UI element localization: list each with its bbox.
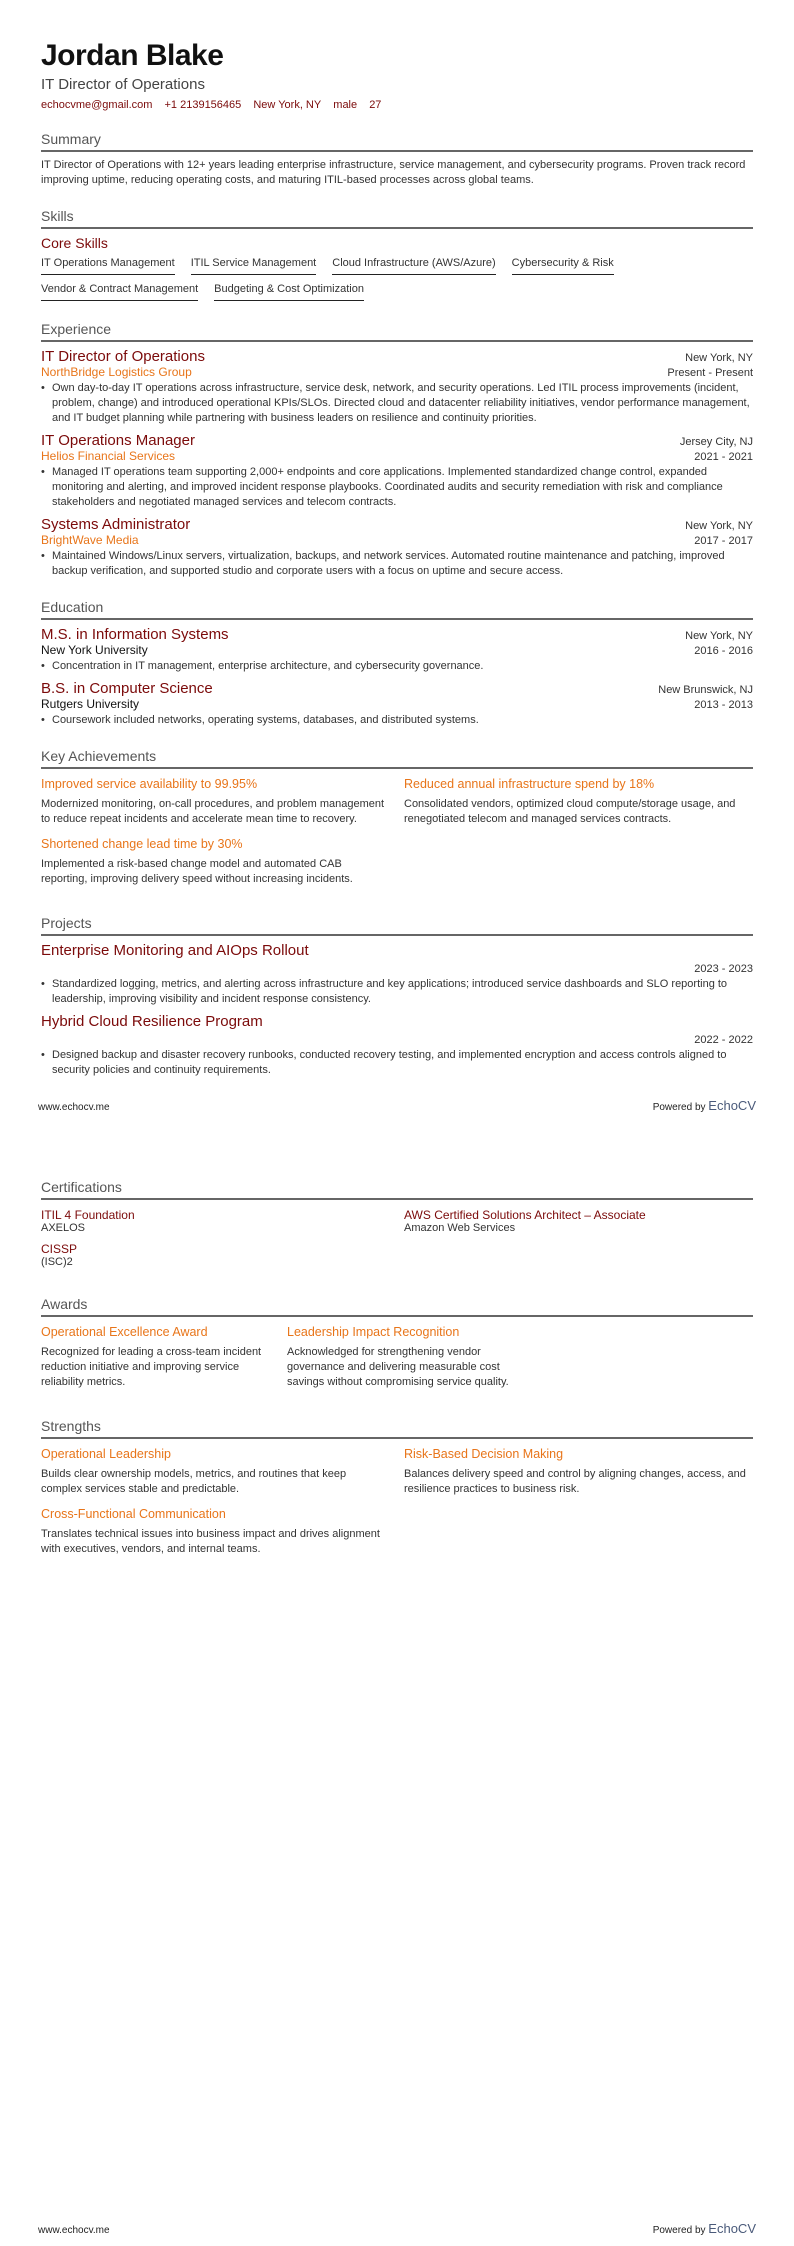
skill-tag: Cloud Infrastructure (AWS/Azure) <box>332 257 495 275</box>
school-name: Rutgers University <box>41 697 140 711</box>
footer-site-link[interactable]: www.echocv.me <box>38 2225 110 2236</box>
section-heading: Certifications <box>41 1179 753 1200</box>
degree: B.S. in Computer Science <box>41 680 213 697</box>
education-dates: 2016 - 2016 <box>694 645 753 657</box>
job-bullet: • Own day-to-day IT operations across infrastructure, service desk, network, and security operations. Led ITIL process improvements (incident, problem, change) and introduced operational KPIs/SLOs. Directed cloud and datacenter reliability initiatives, vendor performance management, and IT budget planning while partnering with business leaders on resilience and continuity priorities. <box>41 381 753 426</box>
footer-powered-label: Powered by <box>652 1102 706 1113</box>
strength-text: Balances delivery speed and control by aligning changes, access, and resilience practices to business risk. <box>404 1468 746 1495</box>
summary-section <box>41 131 753 188</box>
skill-tag: ITIL Service Management <box>191 257 317 275</box>
award-item <box>41 1323 273 1390</box>
section-heading: Summary <box>41 131 753 152</box>
education-bullet: • Coursework included networks, operating systems, databases, and distributed systems. <box>41 713 753 728</box>
section-heading: Education <box>41 599 753 620</box>
achievement-item <box>41 775 390 827</box>
section-heading: Projects <box>41 915 753 936</box>
section-heading: Strengths <box>41 1418 753 1439</box>
certification-issuer: AXELOS <box>41 1222 86 1234</box>
contact-line <box>41 99 753 111</box>
footer-site-link[interactable]: www.echocv.me <box>38 1102 110 1113</box>
job-dates: Present - Present <box>667 367 753 379</box>
skill-tag: Budgeting & Cost Optimization <box>214 283 364 301</box>
strength-text: Translates technical issues into business impact and drives alignment with executives, vendors, and internal teams. <box>41 1528 380 1555</box>
job-dates: 2017 - 2017 <box>694 535 753 547</box>
achievement-title: Reduced annual infrastructure spend by 18% <box>404 777 655 791</box>
company-name: NorthBridge Logistics Group <box>41 365 192 379</box>
candidate-name: Jordan Blake <box>41 39 224 72</box>
achievement-text: Consolidated vendors, optimized cloud compute/storage usage, and renegotiated telecom and managed services contracts. <box>404 798 736 825</box>
footer-brand[interactable]: EchoCV <box>708 1098 756 1113</box>
achievement-text: Implemented a risk-based change model and automated CAB reporting, improving delivery speed without increasing incidents. <box>41 858 353 885</box>
experience-item <box>41 432 753 510</box>
project-dates: 2023 - 2023 <box>694 963 753 975</box>
achievements-section <box>41 748 753 895</box>
project-item <box>41 1013 753 1078</box>
achievement-title: Shortened change lead time by 30% <box>41 837 243 851</box>
skill-tag: Cybersecurity & Risk <box>512 257 614 275</box>
strengths-section <box>41 1418 753 1565</box>
experience-item <box>41 348 753 426</box>
contact-phone[interactable]: +1 2139156465 <box>164 99 242 111</box>
certification-issuer: (ISC)2 <box>41 1256 73 1268</box>
job-dates: 2021 - 2021 <box>694 451 753 463</box>
job-bullet: • Maintained Windows/Linux servers, virtualization, backups, and network services. Automated routine maintenance and patching, improved backup verification, and supported studio and corporate users with a focus on uptime and secure access. <box>41 549 753 579</box>
project-dates: 2022 - 2022 <box>694 1034 753 1046</box>
job-title: Systems Administrator <box>41 516 191 533</box>
certifications-section <box>41 1179 753 1276</box>
strength-item <box>404 1445 753 1497</box>
school-location: New Brunswick, NJ <box>658 684 753 696</box>
strength-item <box>41 1505 390 1557</box>
footer-brand[interactable]: EchoCV <box>708 2221 756 2236</box>
skill-tag: Vendor & Contract Management <box>41 283 198 301</box>
education-bullet: • Concentration in IT management, enterprise architecture, and cybersecurity governance. <box>41 659 753 674</box>
company-name: Helios Financial Services <box>41 449 176 463</box>
certification-name: ITIL 4 Foundation <box>41 1208 135 1222</box>
achievement-title: Improved service availability to 99.95% <box>41 777 258 791</box>
contact-age: 27 <box>369 99 382 111</box>
job-bullet: • Managed IT operations team supporting 2,000+ endpoints and core applications. Implemented standardized change control, expanded monitoring and alerting, and improved incident response playbooks. Coordinated audits and security remediation with risk and compliance stakeholders and negotiated managed services and telecom contracts. <box>41 465 753 510</box>
company-name: BrightWave Media <box>41 533 139 547</box>
project-bullet: • Designed backup and disaster recovery runbooks, conducted recovery testing, and implemented encryption and access controls aligned to security policies and continuity requirements. <box>41 1048 753 1078</box>
certification-name: AWS Certified Solutions Architect – Associate <box>404 1208 646 1222</box>
page-2 <box>0 1123 794 2246</box>
award-title: Operational Excellence Award <box>41 1325 208 1339</box>
project-title: Enterprise Monitoring and AIOps Rollout <box>41 942 309 959</box>
education-item <box>41 626 753 674</box>
projects-section <box>41 915 753 1078</box>
section-heading: Experience <box>41 321 753 342</box>
certification-item <box>404 1208 753 1234</box>
degree: M.S. in Information Systems <box>41 626 229 643</box>
experience-section <box>41 321 753 579</box>
certification-item <box>41 1208 390 1234</box>
award-text: Recognized for leading a cross-team incident reduction initiative and improving service reliability metrics. <box>41 1346 262 1388</box>
skill-group-title: Core Skills <box>41 235 108 251</box>
skill-tag: IT Operations Management <box>41 257 175 275</box>
strength-title: Cross-Functional Communication <box>41 1507 226 1521</box>
certification-item <box>41 1242 390 1268</box>
strength-title: Operational Leadership <box>41 1447 171 1461</box>
school-name: New York University <box>41 643 148 657</box>
strength-text: Builds clear ownership models, metrics, and routines that keep complex services stable and predictable. <box>41 1468 347 1495</box>
award-title: Leadership Impact Recognition <box>287 1325 460 1339</box>
job-title: IT Operations Manager <box>41 432 195 449</box>
page-footer <box>38 2221 756 2236</box>
project-bullet: • Standardized logging, metrics, and alerting across infrastructure and key applications; introduced service dashboards and SLO reporting to leadership, improving visibility and incident response consistency. <box>41 977 753 1007</box>
achievement-item <box>41 835 390 887</box>
candidate-title: IT Director of Operations <box>41 76 205 93</box>
experience-item <box>41 516 753 579</box>
job-location: New York, NY <box>685 520 753 532</box>
section-heading: Key Achievements <box>41 748 753 769</box>
education-dates: 2013 - 2013 <box>694 699 753 711</box>
certification-issuer: Amazon Web Services <box>404 1222 516 1234</box>
awards-section <box>41 1296 753 1398</box>
project-item <box>41 942 753 1007</box>
footer-powered-label: Powered by <box>652 2225 706 2236</box>
education-item <box>41 680 753 728</box>
section-heading: Awards <box>41 1296 753 1317</box>
page-footer <box>38 1098 756 1113</box>
section-heading: Skills <box>41 208 753 229</box>
contact-email[interactable]: echocvme@gmail.com <box>41 99 153 111</box>
job-location: Jersey City, NJ <box>679 436 753 448</box>
school-location: New York, NY <box>685 630 753 642</box>
education-section <box>41 599 753 728</box>
strength-item <box>41 1445 390 1497</box>
certification-name: CISSP <box>41 1242 78 1256</box>
summary-text: IT Director of Operations with 12+ years leading enterprise infrastructure, service management, and cybersecurity programs. Proven track record improving uptime, reducing operating costs, and maturing ITIL-based processes across global teams. <box>41 159 746 186</box>
contact-location: New York, NY <box>253 99 322 111</box>
job-location: New York, NY <box>685 352 753 364</box>
achievement-item <box>404 775 753 827</box>
award-text: Acknowledged for strengthening vendor governance and delivering measurable cost savings without compromising service quality. <box>287 1346 509 1388</box>
award-item <box>287 1323 519 1390</box>
strength-title: Risk-Based Decision Making <box>404 1447 564 1461</box>
contact-gender: male <box>333 99 358 111</box>
project-title: Hybrid Cloud Resilience Program <box>41 1013 263 1030</box>
achievement-text: Modernized monitoring, on-call procedures, and problem management to reduce repeat incidents and accelerate mean time to recovery. <box>41 798 385 825</box>
job-title: IT Director of Operations <box>41 348 205 365</box>
skills-section <box>41 208 753 309</box>
